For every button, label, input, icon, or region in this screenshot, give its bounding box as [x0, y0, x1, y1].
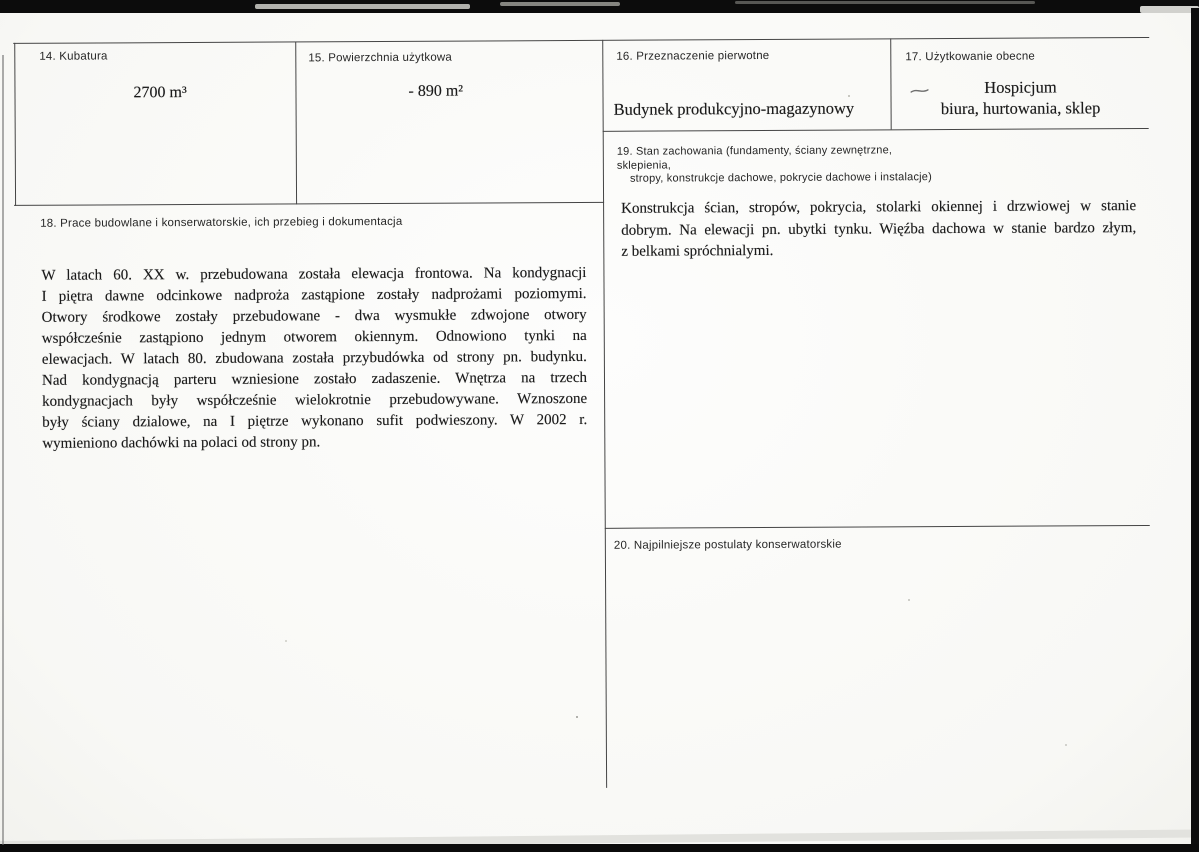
scan-streak — [735, 1, 1035, 4]
scan-top-edge — [0, 0, 1199, 13]
field-14-label: 14. Kubatura — [39, 50, 108, 63]
field-19-value: Konstrukcja ścian, stropów, pokrycia, stolarki okiennej i drzwiowej w stanie dobrym. Na elewacji pn. ubytki tynku. Więźba dachowa w stanie bardzo złym, z belkami spróchnialymi. — [621, 198, 1137, 260]
divider-row1-left — [14, 202, 604, 206]
divider-center — [602, 40, 607, 788]
field-17-value-line2: biura, hurtowania, sklep — [940, 98, 1101, 119]
divider-field14-field15 — [295, 41, 297, 204]
scan-right-edge — [1191, 8, 1199, 852]
handwritten-dash-mark: ~ — [905, 80, 934, 102]
field-18-label: 18. Prace budowlane i konserwatorskie, ich przebieg i dokumentacja — [40, 215, 403, 230]
divider-above-field20 — [605, 525, 1150, 529]
form-border-left — [14, 43, 16, 206]
field-19-label-line1: 19. Stan zachowania (fundamenty, ściany zewnętrzne, sklepienia, — [616, 144, 893, 172]
scan-bottom-edge — [0, 844, 1199, 852]
dust-specks — [576, 716, 578, 718]
field-17-value-line1: Hospicjum — [984, 77, 1057, 97]
divider-row1-right — [603, 128, 1149, 132]
field-17-value — [892, 76, 1148, 119]
field-15-value: - 890 m² — [408, 82, 464, 100]
field-19-label-line2: stropy, konstrukcje dachowe, pokrycie dachowe i instalacje) — [629, 171, 932, 185]
scan-streak — [500, 2, 620, 6]
field-17-label: 17. Użytkowanie obecne — [905, 50, 1036, 64]
field-16-value: Budynek produkcyjno-magazynowy — [613, 98, 855, 119]
field-15-label: 15. Powierzchnia użytkowa — [308, 51, 453, 65]
field-16-label: 16. Przeznaczenie pierwotne — [616, 49, 770, 63]
scan-streak — [255, 4, 470, 9]
scan-left-edge — [2, 55, 4, 845]
field-20-label: 20. Najpilniejsze postulaty konserwatorskie — [613, 538, 842, 552]
field-19-label — [617, 144, 947, 186]
field-18-value: W latach 60. XX w. przebudowana została elewacja frontowa. Na kondygnacji I piętra dawne odcinkowe nadproża zastąpione zostały nadprożami poziomymi. Otwory środkowe zostały przebudowane - dwa wysmukłe zdwojone otwory współcześnie zastąpiono jednym otworem okiennym. Odnowiono tynki na elewacjach. W latach 80. zbudowana została przybudówka od strony pn. budynku. Nad kondygnacją parteru wzniesione zostało zadaszenie. Wnętrza na trzech kondygnacjach były współcześnie wielokrotnie przebudowywane. Wznoszone były ściany dzialowe, na I piętrze wykonano sufit podwieszony. W 2002 r. wymieniono dachówki na polaci od strony pn. — [41, 264, 588, 452]
form-border-top — [13, 37, 1149, 44]
field-14-value: 2700 m³ — [133, 84, 187, 102]
